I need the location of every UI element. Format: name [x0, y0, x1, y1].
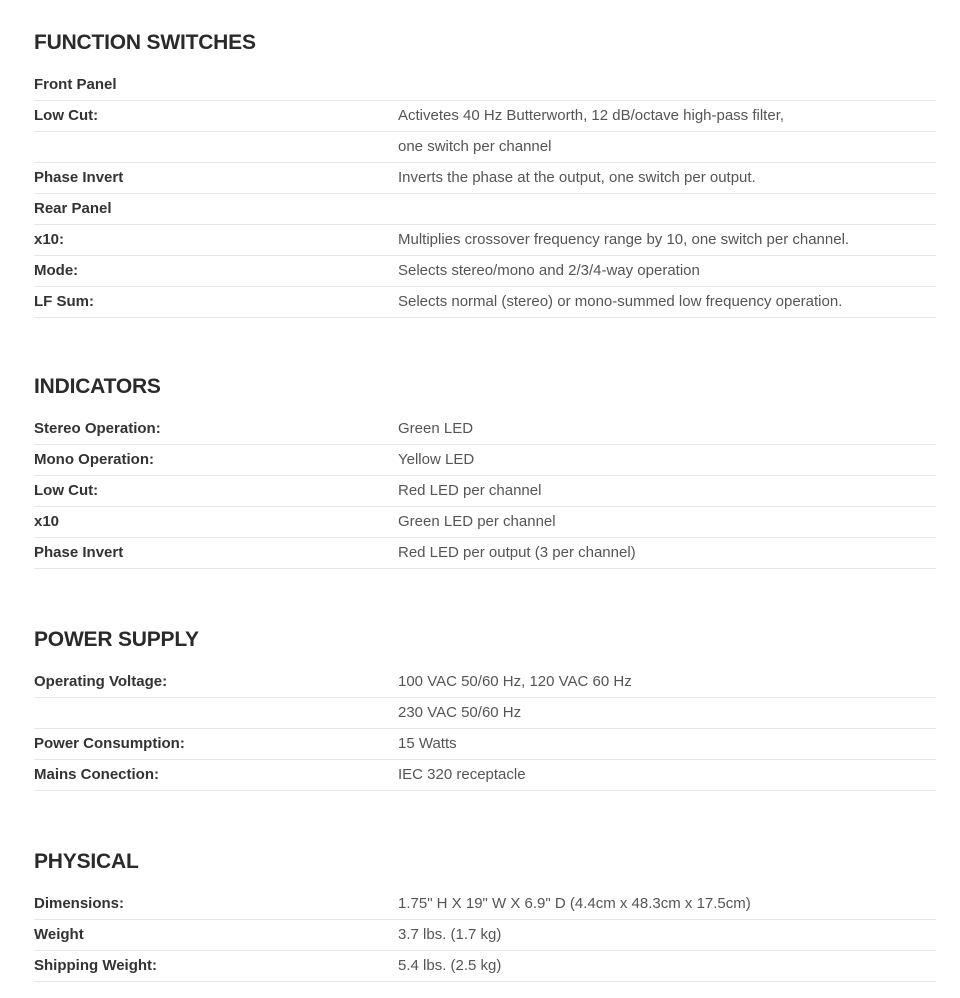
table-row: [34, 951, 936, 982]
power-supply-section: [34, 627, 936, 791]
spec-key: Low Cut:: [34, 476, 398, 507]
table-row: [34, 729, 936, 760]
spec-key: Rear Panel: [34, 194, 398, 225]
spec-value: Selects stereo/mono and 2/3/4-way operation: [398, 256, 936, 287]
table-row: [34, 667, 936, 698]
spec-key: Dimensions:: [34, 889, 398, 920]
spec-value: Multiplies crossover frequency range by 10, one switch per channel.: [398, 225, 936, 256]
spec-value: Activetes 40 Hz Butterworth, 12 dB/octave high-pass filter,: [398, 101, 936, 132]
spec-key: Weight: [34, 920, 398, 951]
section-title: INDICATORS: [34, 375, 161, 398]
table-row: [34, 225, 936, 256]
spec-value: Green LED per channel: [398, 507, 936, 538]
spec-key: [34, 132, 398, 163]
section-title: PHYSICAL: [34, 850, 139, 873]
spec-key: Low Cut:: [34, 101, 398, 132]
section-title: FUNCTION SWITCHES: [34, 31, 256, 54]
spec-key: Mode:: [34, 256, 398, 287]
spec-value: 3.7 lbs. (1.7 kg): [398, 920, 936, 951]
spec-key: [34, 698, 398, 729]
table-row: [34, 476, 936, 507]
spec-value: Inverts the phase at the output, one switch per output.: [398, 163, 936, 194]
function-switches-table: [34, 70, 936, 318]
spec-key: Phase Invert: [34, 163, 398, 194]
spec-value: 1.75" H X 19" W X 6.9" D (4.4cm x 48.3cm x 17.5cm): [398, 889, 936, 920]
spec-value: 5.4 lbs. (2.5 kg): [398, 951, 936, 982]
table-row: [34, 70, 936, 101]
spec-value: Red LED per channel: [398, 476, 936, 507]
table-row: [34, 920, 936, 951]
section-title: POWER SUPPLY: [34, 628, 199, 651]
spec-value: one switch per channel: [398, 132, 936, 163]
table-row: [34, 538, 936, 569]
spec-key: Power Consumption:: [34, 729, 398, 760]
table-row: [34, 287, 936, 318]
spec-value: Yellow LED: [398, 445, 936, 476]
spec-value: Selects normal (stereo) or mono-summed low frequency operation.: [398, 287, 936, 318]
power-supply-table: [34, 667, 936, 791]
spec-key: LF Sum:: [34, 287, 398, 318]
spec-value: Red LED per output (3 per channel): [398, 538, 936, 569]
spec-key: Stereo Operation:: [34, 414, 398, 445]
table-row: [34, 698, 936, 729]
spec-value: 15 Watts: [398, 729, 936, 760]
table-row: [34, 194, 936, 225]
table-row: [34, 101, 936, 132]
indicators-section: [34, 374, 936, 569]
function-switches-section: [34, 30, 936, 318]
table-row: [34, 445, 936, 476]
spec-key: Front Panel: [34, 70, 398, 101]
spec-value: 230 VAC 50/60 Hz: [398, 698, 936, 729]
spec-key: Mains Conection:: [34, 760, 398, 791]
spec-key: x10:: [34, 225, 398, 256]
physical-section: [34, 849, 936, 982]
spec-value: [398, 194, 936, 225]
spec-value: Green LED: [398, 414, 936, 445]
spec-key: x10: [34, 507, 398, 538]
indicators-table: [34, 414, 936, 569]
table-row: [34, 889, 936, 920]
table-row: [34, 163, 936, 194]
table-row: [34, 414, 936, 445]
table-row: [34, 507, 936, 538]
physical-table: [34, 889, 936, 982]
spec-key: Mono Operation:: [34, 445, 398, 476]
spec-key: Shipping Weight:: [34, 951, 398, 982]
spec-key: Phase Invert: [34, 538, 398, 569]
table-row: [34, 256, 936, 287]
table-row: [34, 760, 936, 791]
spec-key: Operating Voltage:: [34, 667, 398, 698]
spec-value: IEC 320 receptacle: [398, 760, 936, 791]
spec-value: [398, 70, 936, 101]
spec-value: 100 VAC 50/60 Hz, 120 VAC 60 Hz: [398, 667, 936, 698]
table-row: [34, 132, 936, 163]
